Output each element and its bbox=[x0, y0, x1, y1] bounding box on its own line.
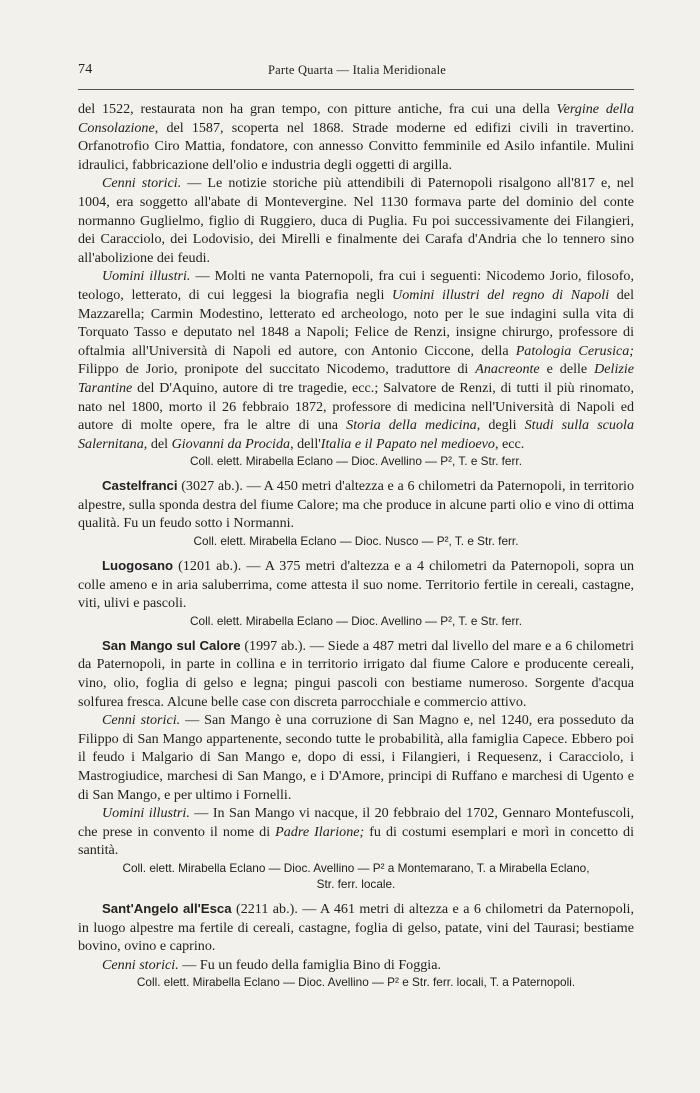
sant-angelo-entry: Sant'Angelo all'Esca (2211 ab.). — A 461 metri di altezza e a 6 chilometri da Paternopoli, in luogo alpestre ma fertile di cereali, castagne, foglia di gelso, patate, vini del Taurasi; bestiame bovino, ovino e caprino. bbox=[78, 900, 634, 955]
paternopoli-uomini-illustri: Uomini illustri. — Molti ne vanta Paternopoli, fra cui i seguenti: Nicodemo Jorio, filosofo, teologo, letterato, di cui leggesi la biografia negli Uomini illustri del regno di Napoli del Mazzarella; Carmin Modestino, letterato ed archeologo, noto per le sue indagini sulla vita di Torquato Tasso e deputato nel 1848 a Napoli; Felice de Renzi, insigne chirurgo, professore di oftalmia all'Università di Napoli ed autore, con Antonio Ciccone, della Patologia Cerusica; Filippo de Jorio, pronipote del succitato Nicodemo, traduttore di Anacreonte e delle Delizie Tarantine del D'Aquino, autore di tre tragedie, ecc.; Salvatore de Renzi, di tutti il più rinomato, nato nel 1800, morto il 26 febbraio 1872, professore di medicina nell'Università di Napoli ed autore di molte opere, fra le altre di una Storia della medicina, degli Studi sulla scuola Salernitana, del Giovanni da Procida, dell'Italia e il Papato nel medioevo, ecc. bbox=[78, 268, 635, 452]
san-mango-uomini-illustri: Uomini illustri. — In San Mango vi nacque, il 20 febbraio del 1702, Gennaro Montefuscoli, che prese in convento il nome di Padre Ilarione; fu di costumi esemplari e morì in concetto di santità. bbox=[78, 805, 635, 859]
sant-angelo-cenni-storici: Cenni storici. — Fu un feudo della famiglia Bino di Foggia. bbox=[102, 956, 442, 973]
san-mango-cenni-storici: Cenni storici. — San Mango è una corruzione di San Magno e, nel 1240, era posseduto da Filippo di San Mango appartenente, secondo tutte le probabilità, alla famiglia Capece. Ebbero poi il feudo i Malgario di San Mango e, dopo di essi, i Filangieri, i Requesenz, i Caracciolo, i Mastrogiudice, marchesi di San Mango, e i D'Amore, principi di Ruffano e marchesi di Ugento e di San Mango, e per ultimo i Fornelli. bbox=[78, 712, 634, 803]
section-label: Uomini illustri. bbox=[102, 805, 190, 822]
san-mango-entry: San Mango sul Calore (1997 ab.). — Siede a 487 metri dal livello del mare e a 6 chilometri da Paternopoli, in parte in collina e in territorio irrigato dal fiume Calore e producente cereali, vino, olio, foglia di gelso e legna; pingui pascoli con bestiame numeroso. Sorgente d'acqua solfurea fresca. Alcune belle case con discreta parrocchiale e commercio attivo. bbox=[78, 637, 634, 710]
paternopoli-paragraph: del 1522, restaurata non ha gran tempo, con pitture antiche, fra cui una della Vergine della Consolazione, del 1587, scoperta nel 1868. Strade moderne ed edifizi civili in travertino. Orfanotrofio Ciro Mattia, fondatore, con annesso Convitto femminile ed Asilo infantile. Mulini idraulici, fabbricazione dell'olio e industria degli oggetti di argilla. bbox=[78, 101, 634, 173]
san-mango-collegio-line: Coll. elett. Mirabella Eclano — Dioc. Avellino — P² a Montemarano, T. a Mirabella Eclano, Str. ferr. locale. bbox=[122, 860, 590, 891]
entry-headword: Castelfranci bbox=[102, 478, 178, 494]
luogosano-collegio-line: Coll. elett. Mirabella Eclano — Dioc. Avellino — P², T. e Str. ferr. bbox=[190, 613, 522, 628]
page-number: 74 bbox=[78, 62, 93, 77]
entry-headword: San Mango sul Calore bbox=[102, 637, 241, 653]
section-label: Cenni storici. bbox=[102, 956, 179, 973]
luogosano-entry: Luogosano (1201 ab.). — A 375 metri d'altezza e a 4 chilometri da Paternopoli, sopra un colle ameno e in aria saluberrima, come attesta il suo nome. Territorio fertile in cereali, castagne, viti, ulivi e pascoli. bbox=[78, 558, 634, 612]
section-label: Cenni storici. bbox=[102, 712, 181, 729]
section-label: Uomini illustri. bbox=[102, 268, 191, 285]
section-label: Cenni storici. bbox=[102, 175, 182, 192]
page-header bbox=[78, 62, 634, 84]
castelfranci-collegio-line: Coll. elett. Mirabella Eclano — Dioc. Nusco — P², T. e Str. ferr. bbox=[193, 534, 519, 549]
running-title: Parte Quarta — Italia Meridionale bbox=[268, 63, 447, 77]
header-rule bbox=[78, 89, 634, 90]
paternopoli-collegio-line: Coll. elett. Mirabella Eclano — Dioc. Avellino — P², T. e Str. ferr. bbox=[190, 454, 522, 469]
castelfranci-entry: Castelfranci (3027 ab.). — A 450 metri d'altezza e a 6 chilometri da Paternopoli, in territorio alpestre, sulla sponda destra del fiume Calore; ma che produce in alcune parti olio e vino di ottima qualità. Fu un feudo sotto i Normanni. bbox=[78, 478, 634, 532]
entry-headword: Sant'Angelo all'Esca bbox=[102, 900, 232, 916]
entry-headword: Luogosano bbox=[102, 558, 174, 574]
sant-angelo-collegio-line: Coll. elett. Mirabella Eclano — Dioc. Avellino — P² e Str. ferr. locali, T. a Paternopoli. bbox=[136, 975, 576, 990]
page-body bbox=[78, 100, 634, 990]
paternopoli-cenni-storici: Cenni storici. — Le notizie storiche più attendibili di Paternopoli risalgono all'817 e, nel 1004, era soggetto all'abate di Montevergine. Nel 1130 formava parte del dominio del conte normanno Guglielmo, figlio di Ruggiero, duca di Puglia. Fu poi successivamente dei Filangieri, dei Caracciolo, dei Lodovisio, dei Mirelli e finalmente dei Carafa d'Andria che lo tennero sino all'abolizione dei feudi. bbox=[78, 175, 634, 266]
